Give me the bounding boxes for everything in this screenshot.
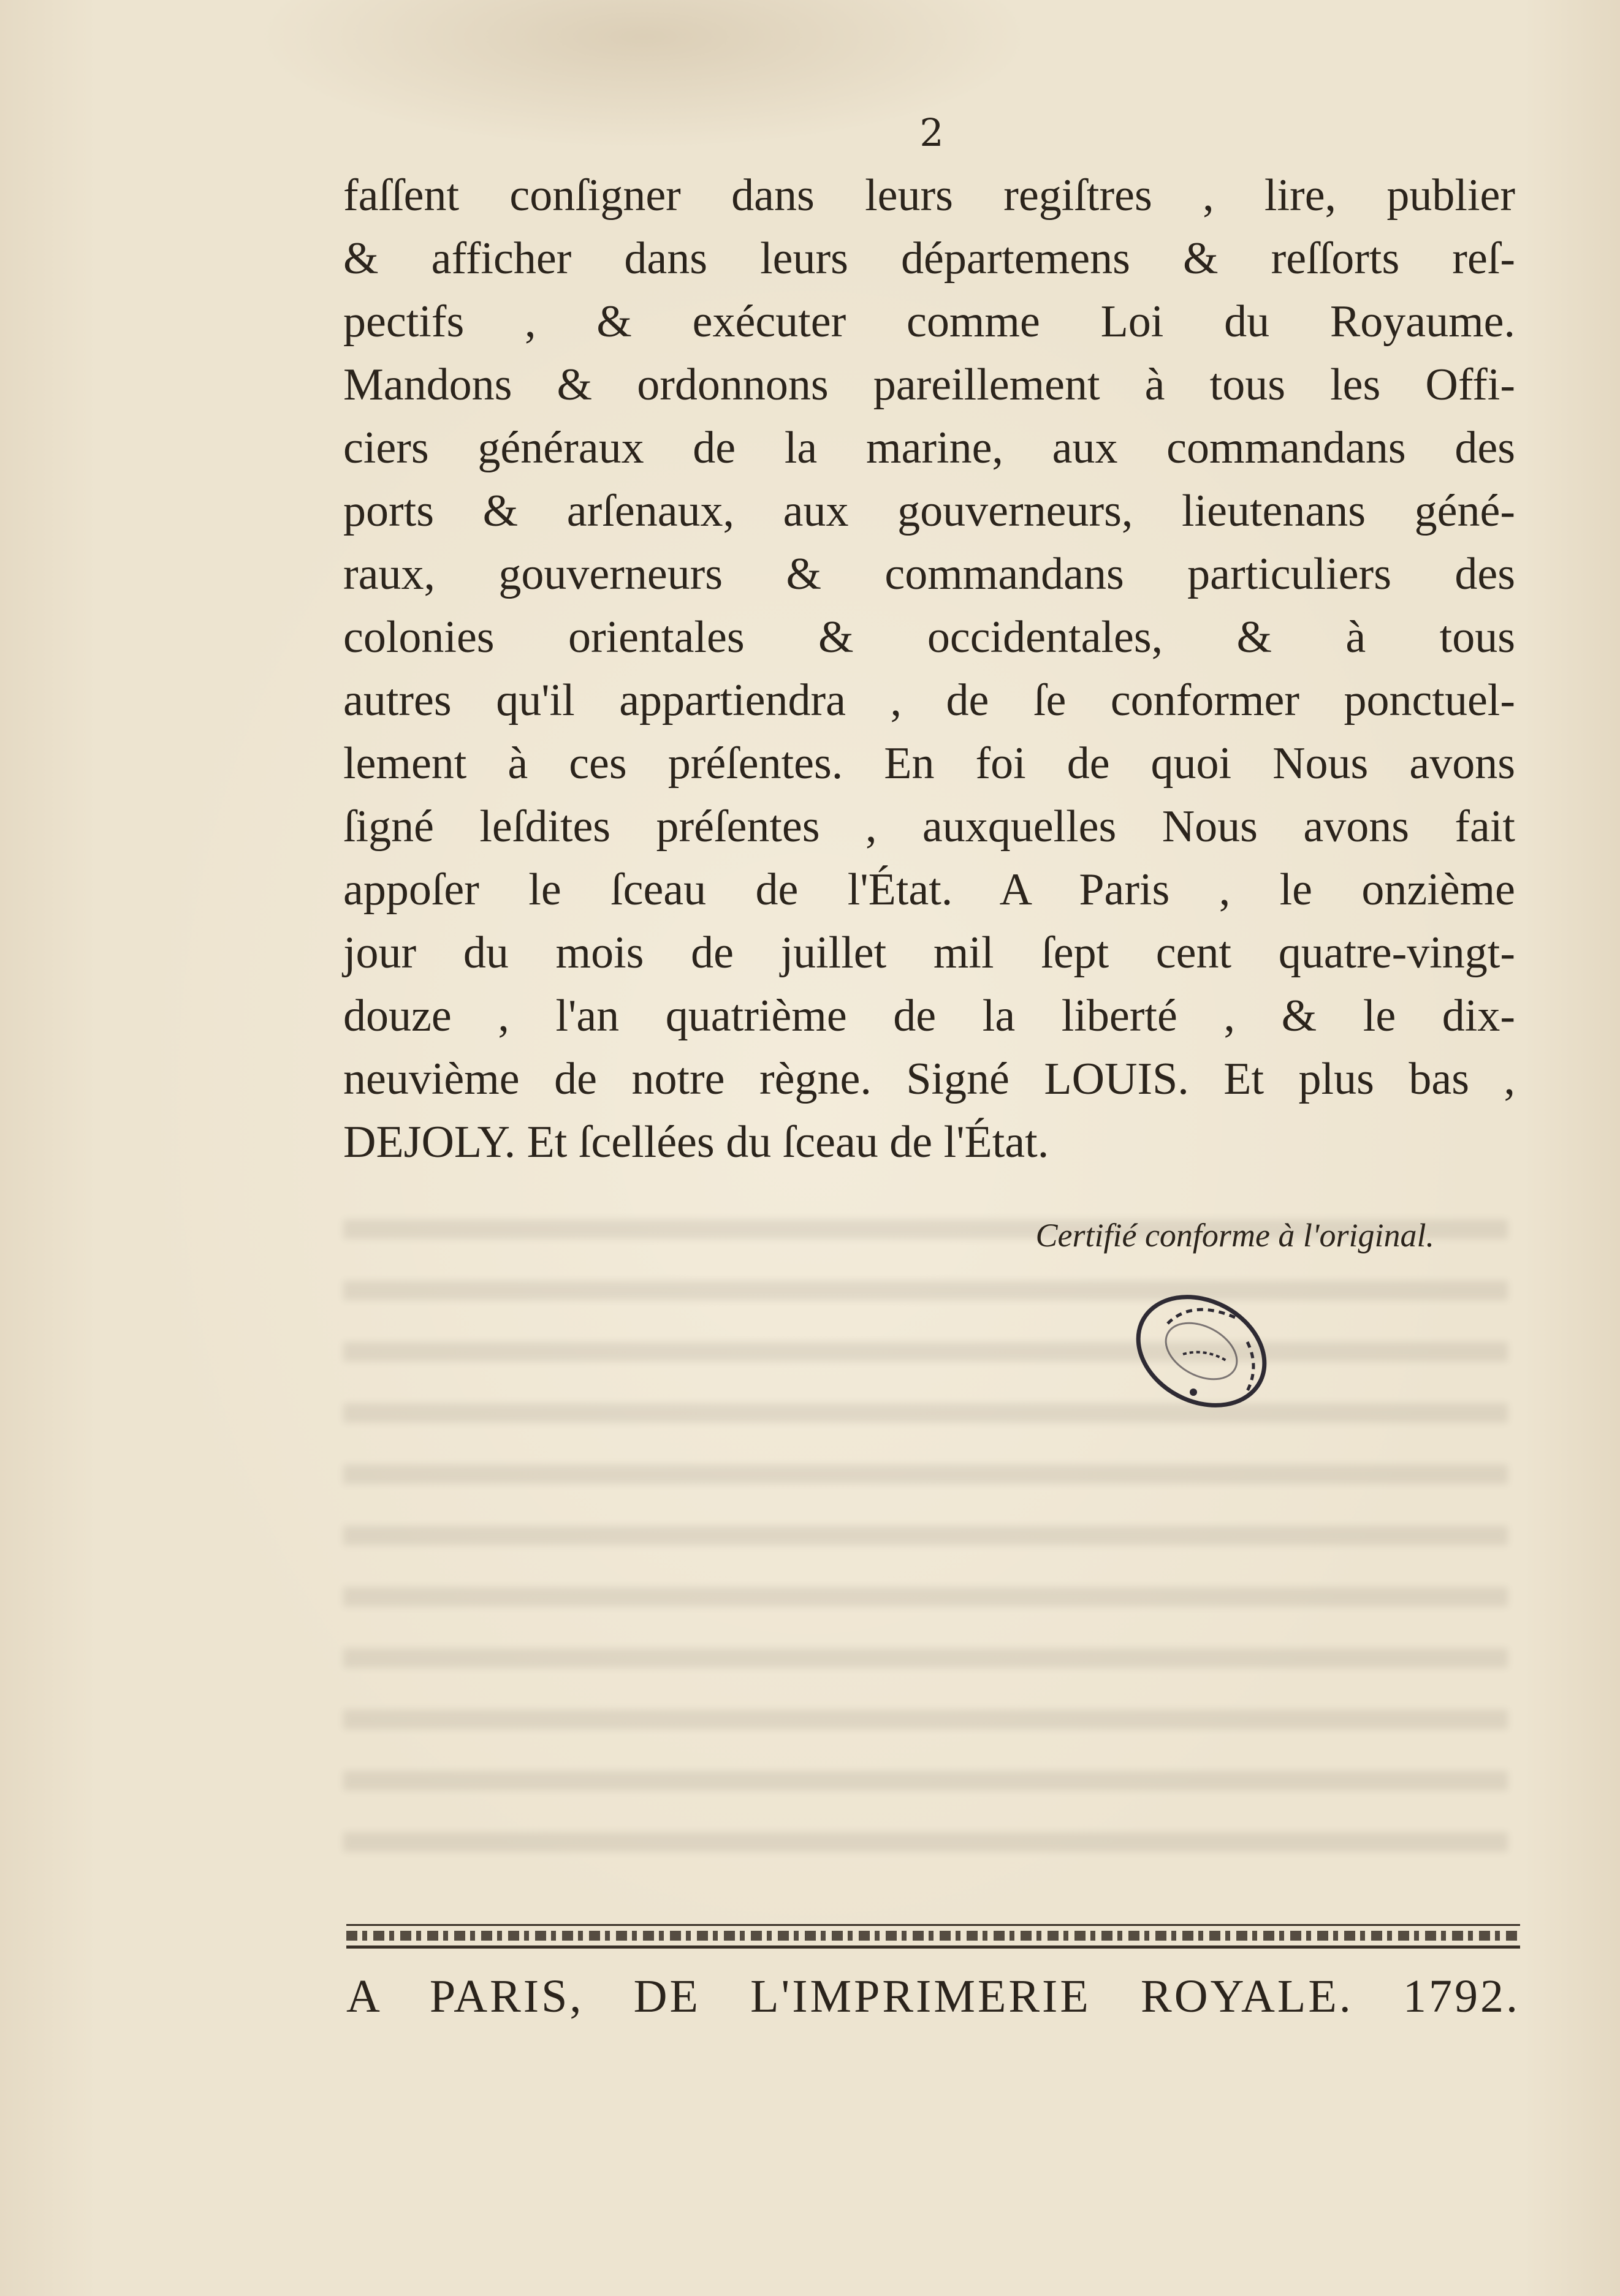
text-line: ciers généraux de la marine, aux commandans des: [343, 423, 1515, 473]
show-through-text: [343, 1195, 1508, 1869]
text-line: & afficher dans leurs départemens & reſſorts reſ-: [343, 233, 1515, 284]
text-line: douze , l'an quatrième de la liberté , & le dix-: [343, 991, 1515, 1041]
text-line: Mandons & ordonnons pareillement à tous les Offi-: [343, 360, 1515, 410]
text-line: pectifs , & exécuter comme Loi du Royaume.: [343, 297, 1515, 347]
text-line: colonies orientales & occidentales, & à tous: [343, 612, 1515, 662]
text-line: faſſent conſigner dans leurs regiſtres , lire, publier: [343, 170, 1515, 221]
text-line: DEJOLY. Et ſcellées du ſceau de l'État.: [343, 1117, 1049, 1167]
rule-line: [346, 1924, 1520, 1926]
text-line: jour du mois de juillet mil ſept cent quatre-vingt-: [343, 928, 1515, 978]
imprint-line: A PARIS, DE L'IMPRIMERIE ROYALE. 1792.: [346, 1971, 1520, 2022]
certified-note: Certifié conforme à l'original.: [1035, 1217, 1434, 1254]
library-stamp-icon: [1125, 1287, 1278, 1415]
text-line: appoſer le ſceau de l'État. A Paris , le onzième: [343, 865, 1515, 915]
text-line: neuvième de notre règne. Signé LOUIS. Et plus bas ,: [343, 1054, 1515, 1104]
text-line: ports & arſenaux, aux gouverneurs, lieutenans géné-: [343, 486, 1515, 536]
text-line: autres qu'il appartiendra , de ſe conformer ponctuel-: [343, 675, 1515, 726]
text-line: lement à ces préſentes. En foi de quoi Nous avons: [343, 738, 1515, 789]
rule-ornament: [346, 1931, 1520, 1941]
body-text: [343, 164, 1515, 1174]
page-number: 2: [919, 110, 944, 155]
ornamental-rule: [346, 1924, 1520, 1949]
rule-line: [346, 1946, 1520, 1949]
text-line: raux, gouverneurs & commandans particuliers des: [343, 549, 1515, 599]
text-line: ſigné leſdites préſentes , auxquelles Nous avons fait: [343, 801, 1515, 852]
